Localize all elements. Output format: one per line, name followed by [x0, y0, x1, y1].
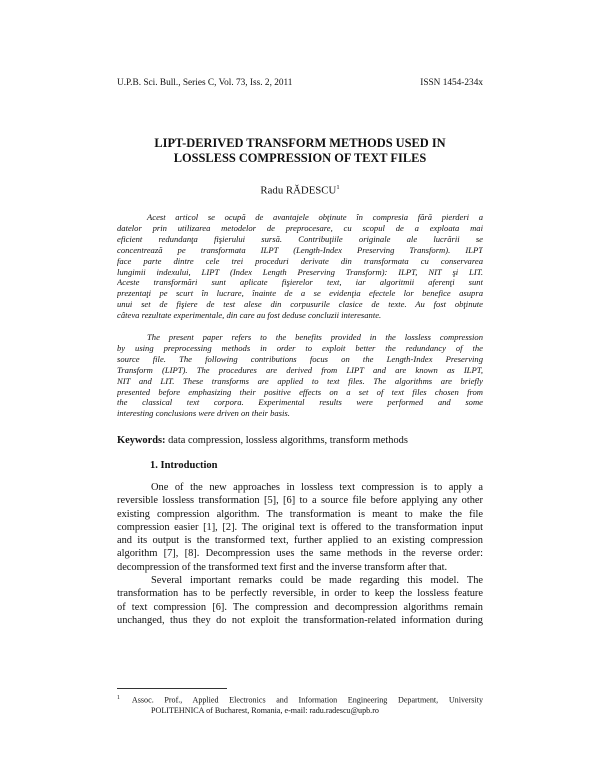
body-line: of text compression [6]. The compression and decompression algorithms remain — [117, 601, 483, 613]
abstract-ro-line: unui set de fişiere de test alese din corpusurile clasice de texte. Au fost obţinute — [117, 299, 483, 310]
issn: ISSN 1454-234x — [420, 78, 483, 88]
abstract-ro-line: prezentaţi pe scurt în lucrare, înainte de a se evidenţia efectele lor benefice asupra — [117, 288, 483, 299]
paper-title — [117, 136, 483, 166]
body-line: decompression of the transformed text first and the inverse transform after that. — [117, 561, 448, 573]
abstract-ro-line: face parte dintre cele trei proceduri derivate din transformata cu conservarea — [117, 255, 483, 266]
body-line: existing compression algorithm. The transformation is meant to make the file — [117, 508, 483, 520]
abstract-en-line: the classical text corpora. Experimental results were performed and some — [117, 397, 483, 408]
keywords — [117, 435, 483, 446]
keywords-text: data compression, lossless algorithms, transform methods — [168, 435, 408, 446]
body-line: reversible lossless transformation [5], [6] to a source file before applying any other — [117, 495, 483, 507]
author-footnote-mark: 1 — [336, 184, 340, 191]
abstract-ro-line: concentrează pe transformata ILPT (Length-Index Preserving Transform). ILPT — [117, 244, 483, 255]
footnote-divider — [117, 688, 227, 689]
body-line: compression easier [1], [2]. The original text is offered to the transformation input — [117, 521, 483, 533]
abstract-en-line: The present paper refers to the benefits provided in the lossless compression — [147, 332, 483, 342]
abstract-en-line: NIT and LIT. These transforms are applied to text files. The algorithms are briefly — [117, 375, 483, 386]
journal-citation: U.P.B. Sci. Bull., Series C, Vol. 73, Iss. 2, 2011 — [117, 78, 293, 88]
keywords-label: Keywords: — [117, 435, 166, 446]
abstract-en-line: source file. The following contributions focus on the Length-Index Preserving — [117, 353, 483, 364]
abstract-english — [117, 332, 483, 419]
footnote — [117, 693, 483, 717]
title-line-2: LOSSLESS COMPRESSION OF TEXT FILES — [173, 151, 427, 165]
abstract-ro-line: lungimii indexului, LIPT (Index Length Preserving Transform): ILPT, NIT şi LIT. — [117, 266, 483, 277]
body-line: transformation has to be perfectly reversible, in order to keep the lossless feature — [117, 588, 483, 600]
abstract-romanian — [117, 212, 483, 321]
title-line-1: LIPT-DERIVED TRANSFORM METHODS USED IN — [154, 136, 446, 150]
body-text — [117, 481, 483, 627]
abstract-ro-line: datelor prin utilizarea metodelor de preprocesare, cu scopul de a exploata mai — [117, 222, 483, 233]
body-line: One of the new approaches in lossless text compression is to apply a — [151, 482, 483, 493]
author-name: Radu RĂDESCU — [260, 184, 337, 197]
abstract-en-line: presented before emphasizing their positive effects on a set of text files chosen from — [117, 386, 483, 397]
body-line: Several important remarks could be made regarding this model. The — [151, 575, 483, 587]
abstract-ro-line: Acest articol se ocupă de avantajele obţinute în compresia fără pierderi a — [147, 212, 483, 222]
body-line: unchanged, thus they do not exploit the transformation-related information during — [117, 614, 483, 626]
abstract-en-line: by using preprocessing methods in order to exploit better the redundancy of the — [117, 342, 483, 353]
abstract-ro-line: eficient redundanţa fişierului sursă. Contribuţiile originale ale lucrării se — [117, 233, 483, 244]
abstract-en-line: interesting conclusions were driven on their basis. — [117, 408, 290, 419]
section-heading: 1. Introduction — [150, 460, 218, 471]
footnote-line-1: Assoc. Prof., Applied Electronics and Information Engineering Department, University — [131, 695, 483, 705]
footnote-mark: 1 — [117, 695, 120, 701]
footnote-line-2: POLITEHNICA of Bucharest, Romania, e-mail: radu.radescu@upb.ro — [151, 706, 379, 716]
body-line: and its output is the transformed text, further applied to an existing compression — [117, 535, 483, 547]
author-line — [117, 184, 483, 197]
abstract-ro-line: Aceste transformări sunt aplicate fişierelor text, iar algoritmii aferenţi sunt — [117, 277, 483, 288]
body-line: algorithm [7], [8]. Decompression uses the same methods in the reverse order: — [117, 548, 483, 560]
abstract-ro-line: câteva rezultate experimentale, din care au fost deduse concluzii interesante. — [117, 310, 382, 321]
abstract-en-line: Transform (LIPT). The procedures are derived from LIPT and are known as ILPT, — [117, 364, 483, 375]
